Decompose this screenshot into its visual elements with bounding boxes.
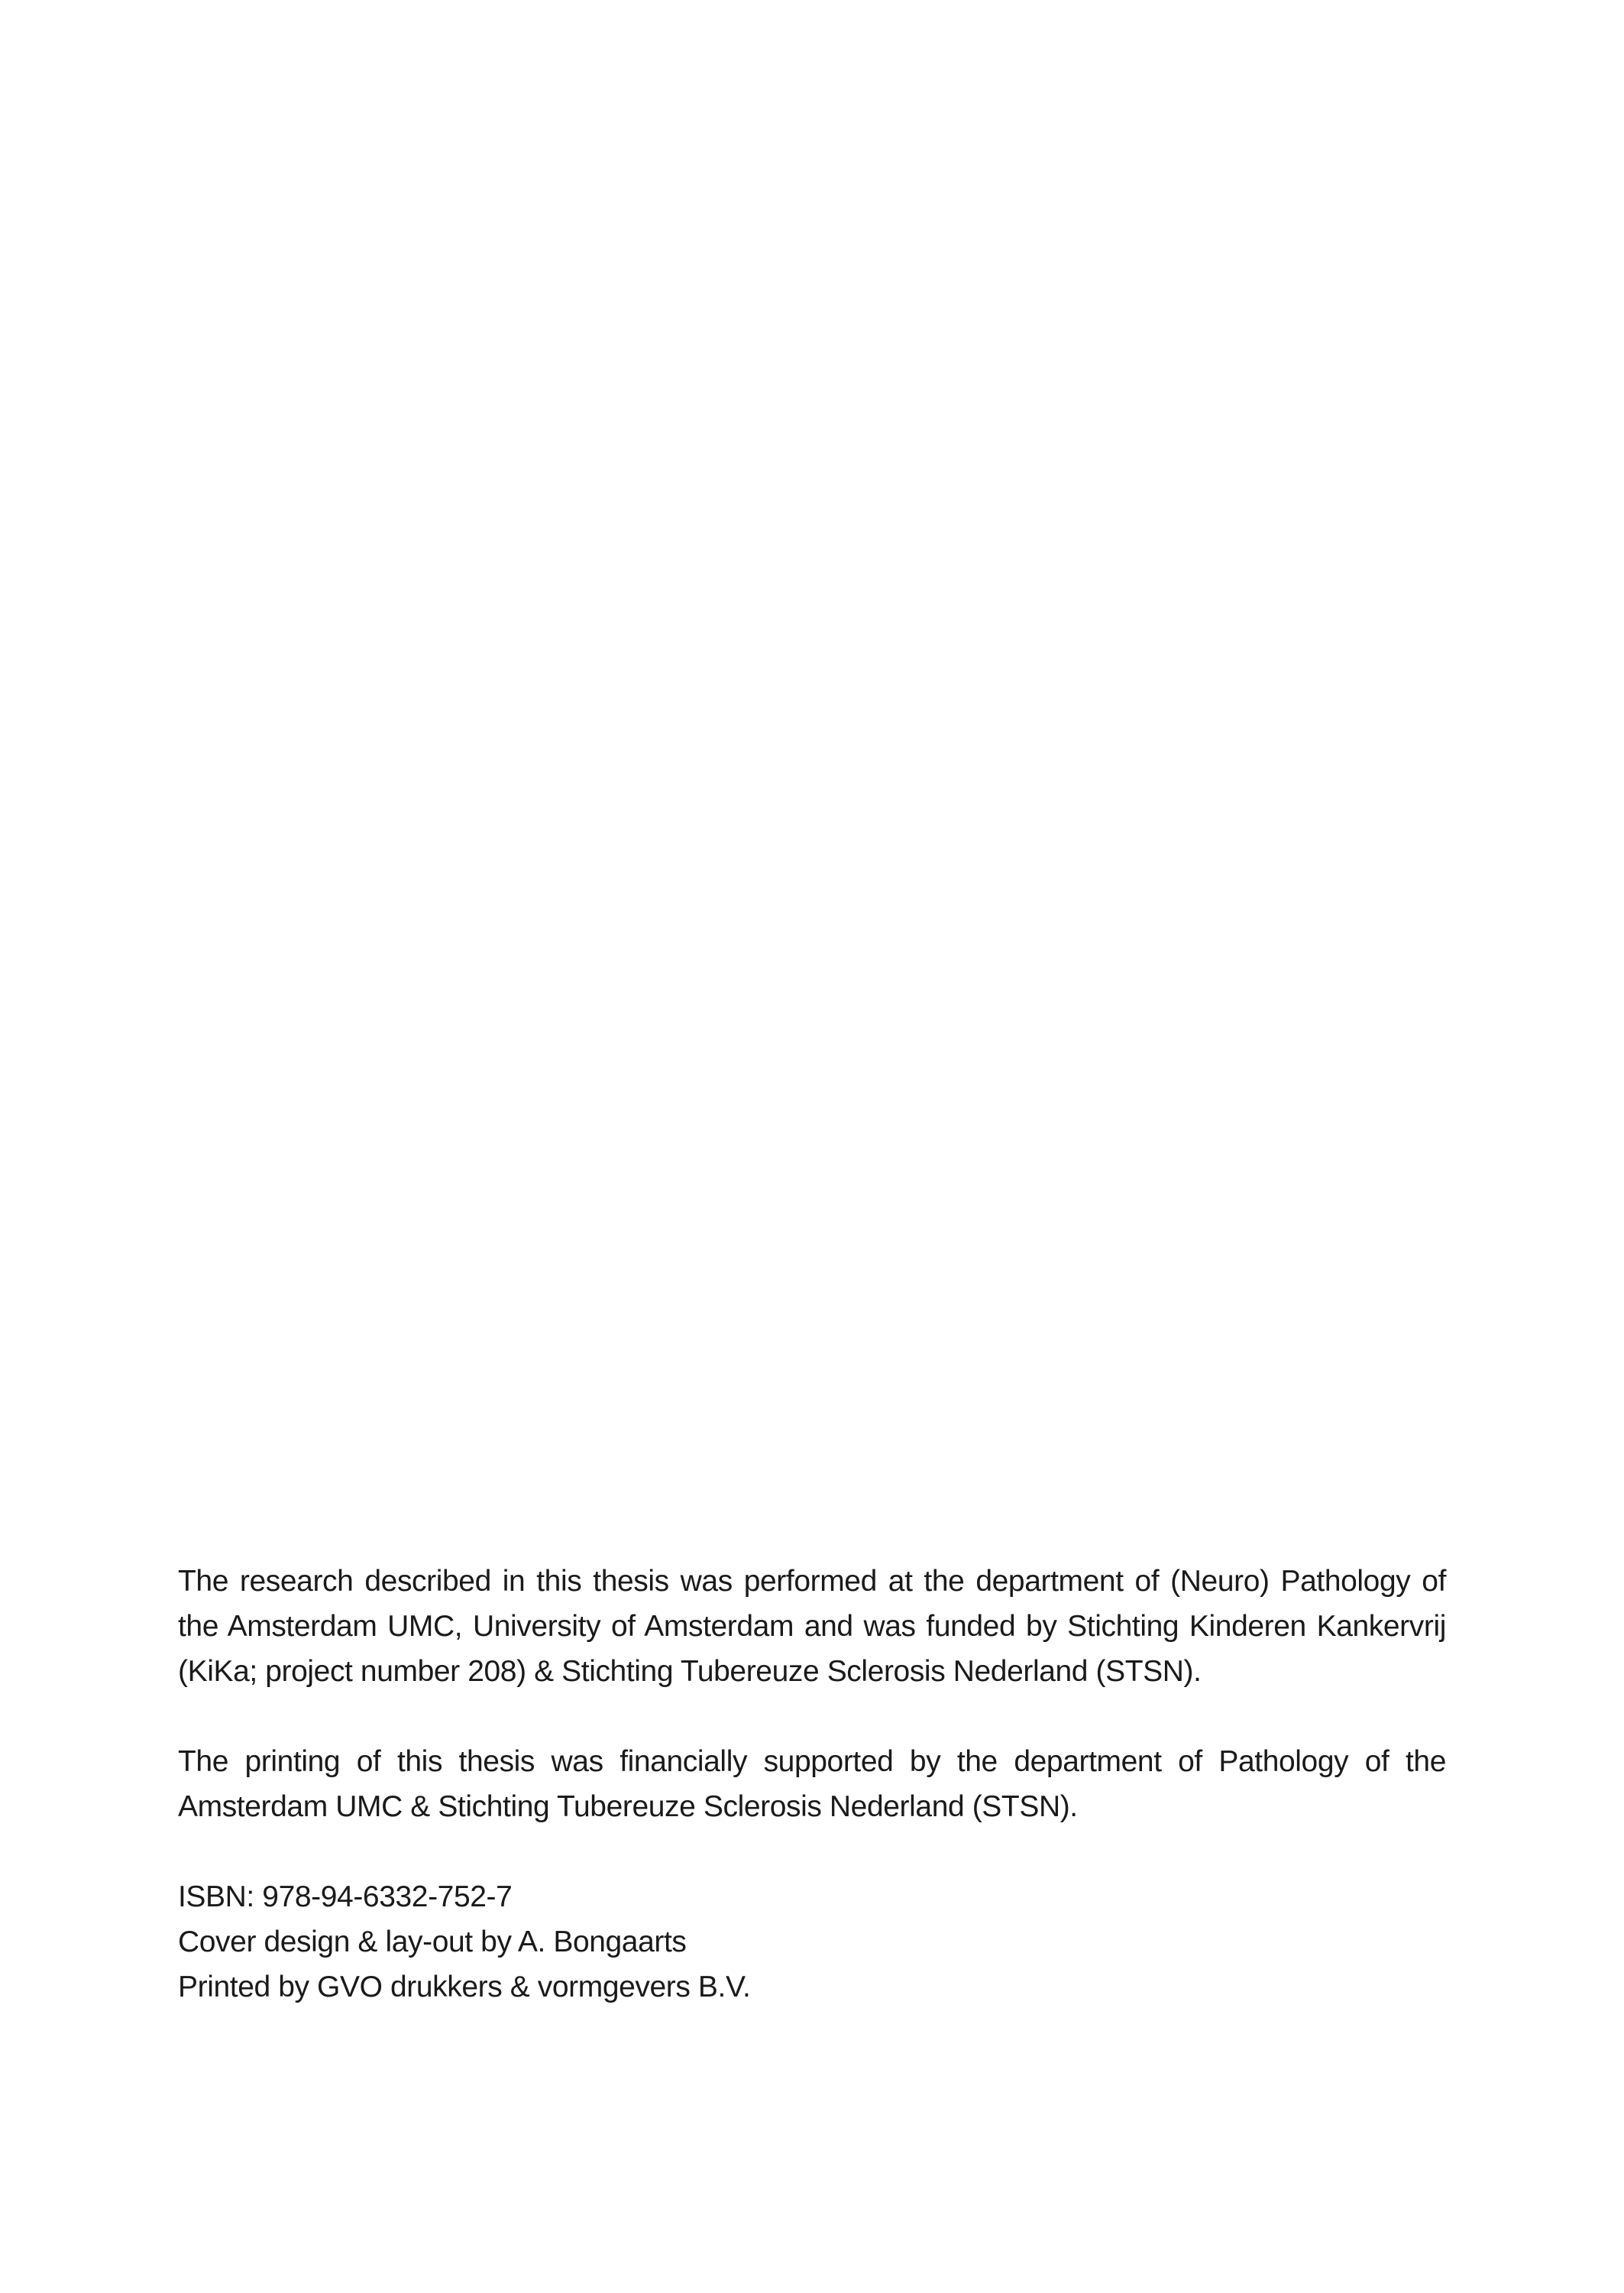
printer-credit: Printed by GVO drukkers & vormgevers B.V. <box>178 1971 751 2003</box>
paragraph-spacer <box>178 1694 1446 1739</box>
printing-support-statement: The printing of this thesis was financially supported by the department of Pathology of the Amsterdam UMC & Stichting Tubereuze Sclerosis Nederland (STSN). <box>178 1745 1446 1823</box>
isbn-line: ISBN: 978-94-6332-752-7 <box>178 1880 513 1913</box>
paragraph-spacer <box>178 1829 1446 1874</box>
colophon-block <box>178 1559 1446 2010</box>
cover-design-credit: Cover design & lay-out by A. Bongaarts <box>178 1925 687 1958</box>
research-statement: The research described in this thesis was performed at the department of (Neuro) Pathology of the Amsterdam UMC, University of Amsterdam and was funded by Stichting Kinderen Kankervrij (KiKa; project number 208) & Stichting Tubereuze Sclerosis Nederland (STSN). <box>178 1565 1446 1688</box>
